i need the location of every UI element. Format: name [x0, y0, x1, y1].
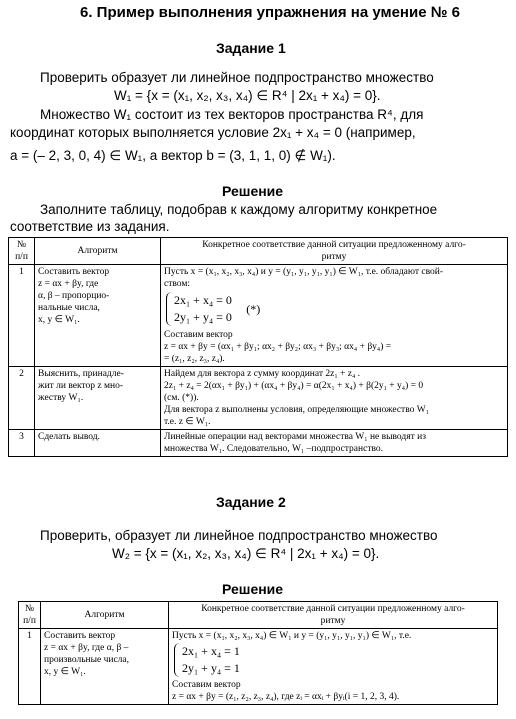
table-row [9, 430, 508, 457]
solution1-instruction-line2: соответствие из задания. [10, 219, 170, 234]
header-number: № п/п [9, 238, 35, 265]
task1-para-line2: координат которых выполняется условие 2x₁ + x₄ = 0 (например, [10, 125, 416, 140]
solution1-heading: Решение [222, 183, 284, 199]
header-algorithm: Алгоритм [35, 238, 161, 265]
table-header-row [19, 602, 498, 629]
row-algorithm: Составить вектор z = αx + βy, где α, β – произвольные числа, x, y ∈ W₁. [41, 629, 169, 705]
row-number: 3 [9, 430, 35, 457]
algorithm-table-1 [8, 237, 508, 457]
table-row [9, 265, 508, 367]
algorithm-table-2 [18, 601, 498, 705]
row-algorithm: Выяснить, принадле- жит ли вектор z мно- жеству W₁. [35, 367, 161, 430]
solution1-instruction-line1: Заполните таблицу, подобрав к каждому алгоритму конкретное [40, 202, 438, 217]
task1-heading: Задание 1 [216, 40, 286, 56]
header-concrete: Конкретное соответствие данной ситуации предложенному алго- ритму [169, 602, 498, 629]
table-header-row [9, 238, 508, 265]
row-number: 1 [9, 265, 35, 367]
row-number: 2 [9, 367, 35, 430]
task2-statement-line1: Проверить, образует ли линейное подпространство множество [40, 528, 438, 543]
row-algorithm: Составить вектор z = αx + βy, где α, β – пропорцио- нальные числа, x, y ∈ W₁. [35, 265, 161, 367]
task1-statement-line1: Проверить образует ли линейное подпространство множество [40, 70, 434, 85]
table-row [19, 629, 498, 705]
row-algorithm: Сделать вывод. [35, 430, 161, 457]
table-row [9, 367, 508, 430]
header-number: № п/п [19, 602, 41, 629]
row-number: 1 [19, 629, 41, 705]
header-concrete: Конкретное соответствие данной ситуации предложенному алго- ритму [161, 238, 508, 265]
section-title: 6. Пример выполнения упражнения на умение № 6 [80, 4, 460, 21]
solution2-heading: Решение [222, 581, 284, 597]
task1-para-line3: a = (– 2, 3, 0, 4) ∈ W₁, а вектор b = (3, 1, 1, 0) ∉ W₁). [10, 148, 336, 163]
task2-set-definition: W₂ = {x = (x₁, x₂, x₃, x₄) ∈ R⁴ | 2x₁ + x₄) = 0}. [112, 546, 380, 561]
header-algorithm: Алгоритм [41, 602, 169, 629]
task1-set-definition: W₁ = {x = (x₁, x₂, x₃, x₄) ∈ R⁴ | 2x₁ + x₄) = 0}. [114, 88, 381, 103]
row-concrete: Линейные операции над векторами множества W₁ не выводят из множества W₁. Следовательно, W₁ –подпространство. [161, 430, 508, 457]
task1-para-line1: Множество W₁ состоит из тех векторов пространства R⁴, для [40, 107, 424, 122]
task2-heading: Задание 2 [216, 494, 286, 510]
equation-system: 2x₁ + x₄ = 0 2y₁ + y₄ = 0 (*) [164, 292, 504, 326]
equation-mark: (*) [246, 302, 261, 316]
row-concrete: Пусть x = (x₁, x₂, x₃, x₄) ∈ W₁ и y = (y₁, y₁, y₁, y₁) ∈ W₁, т.е. 2x₁ + x₄ = 1 2y₁ + y₄ = 1 Составим вектор z = αx + βy = (z₁, z₂, z₃, z₄), где zᵢ = αxᵢ + βyᵢ(i = 1, 2, 3, 4). [169, 629, 498, 705]
equation-system: 2x₁ + x₄ = 1 2y₁ + y₄ = 1 [172, 643, 494, 677]
row-concrete: Найдем для вектора z сумму координат 2z₁ + z₄ . 2z₁ + z₄ = 2(αx₁ + βy₁) + (αx₄ + βy₄) = α(2x₁ + x₄) + β(2y₁ + y₄) = 0 (см. (*)). Для вектора z выполнены условия, определяющие множество W₁ т.е. z ∈ W₁. [161, 367, 508, 430]
row-concrete: Пусть x = (x₁, x₂, x₃, x₄) и y = (y₁, y₁, y₁, y₁) ∈ W₁, т.е. обладают свой- ством: 2x₁ + x₄ = 0 2y₁ + y₄ = 0 (*) Составим вектор z = αx + βy = (αx₁ + βy₁; αx₂ + βy₂; αx₃ + βy₃; αx₄ + βy₄) = = (z₁, z₂, z₃, z₄). [161, 265, 508, 367]
